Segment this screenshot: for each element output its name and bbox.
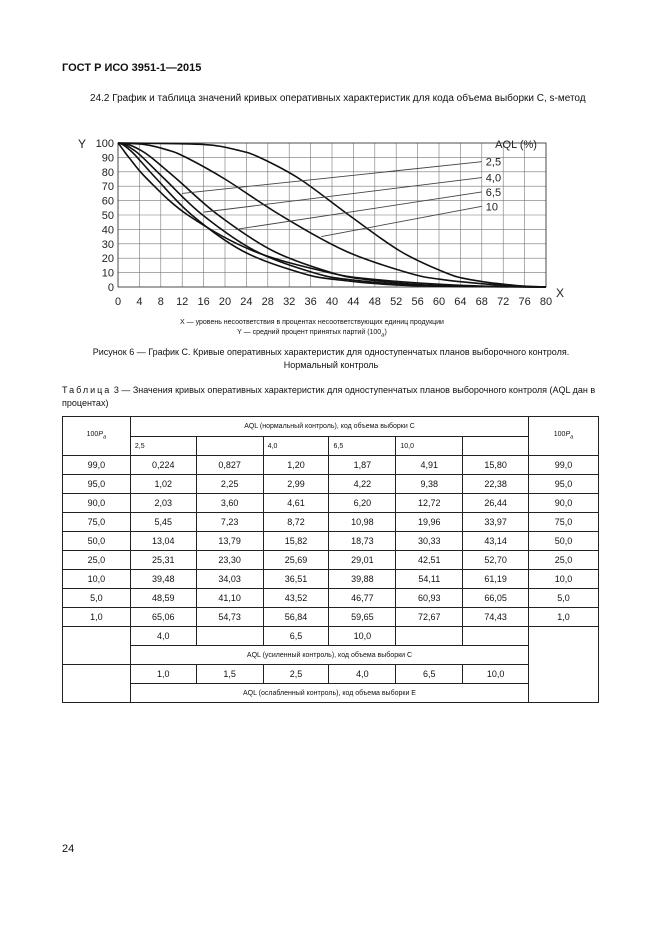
table-cell: 72,67: [396, 608, 463, 627]
y-tick-label: 40: [101, 224, 114, 237]
document-header: ГОСТ Р ИСО 3951-1—2015: [62, 62, 202, 74]
table-cell: 48,59: [130, 589, 196, 608]
x-tick-label: 40: [325, 296, 339, 308]
x-tick-label: 52: [390, 296, 403, 308]
table-cell: 61,19: [463, 570, 529, 589]
table-cell: 41,10: [196, 589, 263, 608]
table-cell: 34,03: [196, 570, 263, 589]
table-cell: 4,61: [263, 494, 329, 513]
aql-value: 1,5: [196, 665, 263, 684]
x-tick-label: 24: [240, 296, 253, 308]
corner-header-right: $100P_a$: [529, 417, 599, 456]
aql-label: 6,5: [485, 186, 502, 199]
y-axis-label: Y: [78, 137, 87, 151]
table-cell: 75,0: [529, 513, 599, 532]
table-cell: 39,48: [130, 570, 196, 589]
reduced-header-row: [63, 684, 599, 703]
y-tick-label: 90: [101, 152, 114, 165]
x-tick-label: 44: [347, 296, 360, 308]
tightened-aql-header: AQL (усиленный контроль), код объема выборки C: [130, 646, 528, 665]
chart-legend: [62, 318, 562, 340]
x-tick-label: 64: [454, 296, 467, 308]
table-cell: 1,02: [130, 475, 196, 494]
table-cell: 25,0: [63, 551, 131, 570]
table-cell: 50,0: [63, 532, 131, 551]
table-caption: Таблица 3 — Значения кривых оперативных характеристик для одноступенчатых планов выборочного контроля (AQL дан в процентах): [62, 385, 596, 408]
y-tick-label: 50: [101, 210, 114, 222]
table-cell: 56,84: [263, 608, 329, 627]
tightened-aql-row: [63, 627, 599, 646]
oc-values-table: [62, 416, 599, 703]
table-row: [63, 513, 599, 532]
table-cell: 30,33: [396, 532, 463, 551]
table-aql-row: [63, 437, 599, 456]
table-cell: 43,52: [263, 589, 329, 608]
blank-cell: [529, 627, 599, 703]
table-row: [63, 589, 599, 608]
x-tick-label: 16: [197, 296, 210, 308]
x-tick-label: 4: [136, 296, 143, 308]
table-row: [63, 532, 599, 551]
table-cell: 54,11: [396, 570, 463, 589]
normal-aql-header: AQL (нормальный контроль), код объема выборки C: [130, 417, 528, 437]
table-cell: 10,0: [63, 570, 131, 589]
aql-value: 6,5: [263, 627, 329, 646]
table-cell: 90,0: [63, 494, 131, 513]
reduced-aql-row: [63, 665, 599, 684]
aql-value: 6,5: [396, 665, 463, 684]
table-cell: 8,72: [263, 513, 329, 532]
aql-value: 4,0: [263, 437, 329, 456]
table-cell: 33,97: [463, 513, 529, 532]
y-tick-label: 60: [101, 195, 114, 208]
table-cell: 29,01: [329, 551, 396, 570]
x-tick-label: 48: [368, 296, 381, 308]
table-cell: 1,0: [529, 608, 599, 627]
table-row: [63, 475, 599, 494]
y-axis-legend: Y — средний процент принятых партий $(100_a)$: [237, 329, 387, 339]
x-tick-label: 32: [283, 296, 296, 308]
aql-label: 10: [485, 201, 499, 214]
table-cell: 6,20: [329, 494, 396, 513]
section-heading: 24.2 График и таблица значений кривых оперативных характеристик для кода объема выборки C, s-метод: [90, 93, 586, 104]
table-cell: 13,04: [130, 532, 196, 551]
y-tick-label: 30: [101, 238, 114, 251]
aql-value: 2,5: [130, 437, 196, 456]
figure-caption: Рисунок 6 — График C. Кривые оперативных характеристик для одноступенчатых планов выборочного контроля. Нормальный контроль: [92, 347, 570, 370]
table-cell: 2,03: [130, 494, 196, 513]
table-cell: 74,43: [463, 608, 529, 627]
table-cell: 15,80: [463, 456, 529, 475]
table-row: [63, 570, 599, 589]
table-cell: 1,20: [263, 456, 329, 475]
y-tick-label: 10: [101, 267, 114, 280]
table-cell: 59,65: [329, 608, 396, 627]
table-cell: 9,38: [396, 475, 463, 494]
table-cell: 10,0: [529, 570, 599, 589]
aql-value: [396, 627, 463, 646]
table-cell: 50,0: [529, 532, 599, 551]
table-cell: 90,0: [529, 494, 599, 513]
table-cell: 99,0: [63, 456, 131, 475]
table-cell: 0,224: [130, 456, 196, 475]
table-cell: 39,88: [329, 570, 396, 589]
leader-line-4: [321, 206, 482, 236]
table-row: [63, 494, 599, 513]
table-cell: 52,70: [463, 551, 529, 570]
aql-value: [196, 627, 263, 646]
table-cell: 60,93: [396, 589, 463, 608]
table-cell: 5,45: [130, 513, 196, 532]
aql-value: 4,0: [329, 665, 396, 684]
table-cell: 15,82: [263, 532, 329, 551]
tightened-header-row: [63, 646, 599, 665]
table-cell: 65,06: [130, 608, 196, 627]
x-tick-label: 68: [475, 296, 488, 308]
x-tick-label: 28: [261, 296, 274, 308]
table-cell: 42,51: [396, 551, 463, 570]
table-cell: 26,44: [463, 494, 529, 513]
aql-value: 1,0: [130, 665, 196, 684]
table-cell: 25,31: [130, 551, 196, 570]
aql-value: 4,0: [130, 627, 196, 646]
y-tick-label: 0: [107, 282, 114, 294]
x-tick-label: 20: [218, 296, 232, 308]
x-tick-label: 12: [176, 296, 189, 308]
table-row: [63, 456, 599, 475]
aql-value: 10,0: [463, 665, 529, 684]
table-header-row: [63, 417, 599, 437]
x-tick-label: 36: [304, 296, 317, 308]
x-tick-label: 56: [411, 296, 424, 308]
aql-value: 6,5: [329, 437, 396, 456]
x-tick-label: 72: [497, 296, 510, 308]
table-cell: 23,30: [196, 551, 263, 570]
table-cell: 12,72: [396, 494, 463, 513]
table-cell: 5,0: [529, 589, 599, 608]
x-tick-label: 0: [114, 296, 122, 308]
aql-label: 4,0: [485, 172, 502, 185]
reduced-aql-header: AQL (ослабленный контроль), код объема выборки E: [130, 684, 528, 703]
table-cell: 4,91: [396, 456, 463, 475]
aql-label: 2,5: [485, 156, 502, 169]
x-axis-legend: X — уровень несоответствия в процентах несоответствующих единиц продукции: [180, 319, 444, 326]
table-cell: 3,60: [196, 494, 263, 513]
table-cell: 46,77: [329, 589, 396, 608]
table-cell: 1,0: [63, 608, 131, 627]
table-cell: 22,38: [463, 475, 529, 494]
table-cell: 43,14: [463, 532, 529, 551]
table-cell: 5,0: [63, 589, 131, 608]
table-cell: 10,98: [329, 513, 396, 532]
blank-cell: [63, 627, 131, 665]
leader-line-2: [204, 178, 482, 213]
x-tick-label: 80: [539, 296, 553, 308]
legend-title: AQL (%): [495, 139, 537, 151]
aql-value: 10,0: [329, 627, 396, 646]
table-cell: 25,0: [529, 551, 599, 570]
x-axis-label: X: [556, 286, 565, 300]
oc-curves-chart: [62, 128, 582, 316]
corner-header: $100P_a$: [63, 417, 131, 456]
y-tick-label: 80: [101, 166, 114, 179]
table-cell: 99,0: [529, 456, 599, 475]
x-tick-label: 8: [157, 296, 164, 308]
y-tick-label: 20: [101, 253, 114, 266]
blank-cell: [63, 665, 131, 703]
y-tick-label: 100: [95, 138, 114, 150]
x-tick-label: 76: [518, 296, 531, 308]
y-tick-label: 70: [101, 181, 114, 194]
aql-value: [196, 437, 263, 456]
table-cell: 0,827: [196, 456, 263, 475]
aql-value: 10,0: [396, 437, 463, 456]
aql-value: 2,5: [263, 665, 329, 684]
table-cell: 36,51: [263, 570, 329, 589]
aql-value: [463, 437, 529, 456]
table-cell: 19,96: [396, 513, 463, 532]
x-tick-label: 60: [432, 296, 446, 308]
table-cell: 95,0: [529, 475, 599, 494]
table-cell: 7,23: [196, 513, 263, 532]
table-cell: 54,73: [196, 608, 263, 627]
table-cell: 25,69: [263, 551, 329, 570]
table-cell: 95,0: [63, 475, 131, 494]
page-number: 24: [62, 843, 75, 855]
table-row: [63, 608, 599, 627]
table-cell: 18,73: [329, 532, 396, 551]
table-cell: 75,0: [63, 513, 131, 532]
table-cell: 66,05: [463, 589, 529, 608]
table-cell: 13,79: [196, 532, 263, 551]
table-row: [63, 551, 599, 570]
table-cell: 2,25: [196, 475, 263, 494]
aql-value: [463, 627, 529, 646]
table-cell: 2,99: [263, 475, 329, 494]
table-cell: 1,87: [329, 456, 396, 475]
table-cell: 4,22: [329, 475, 396, 494]
